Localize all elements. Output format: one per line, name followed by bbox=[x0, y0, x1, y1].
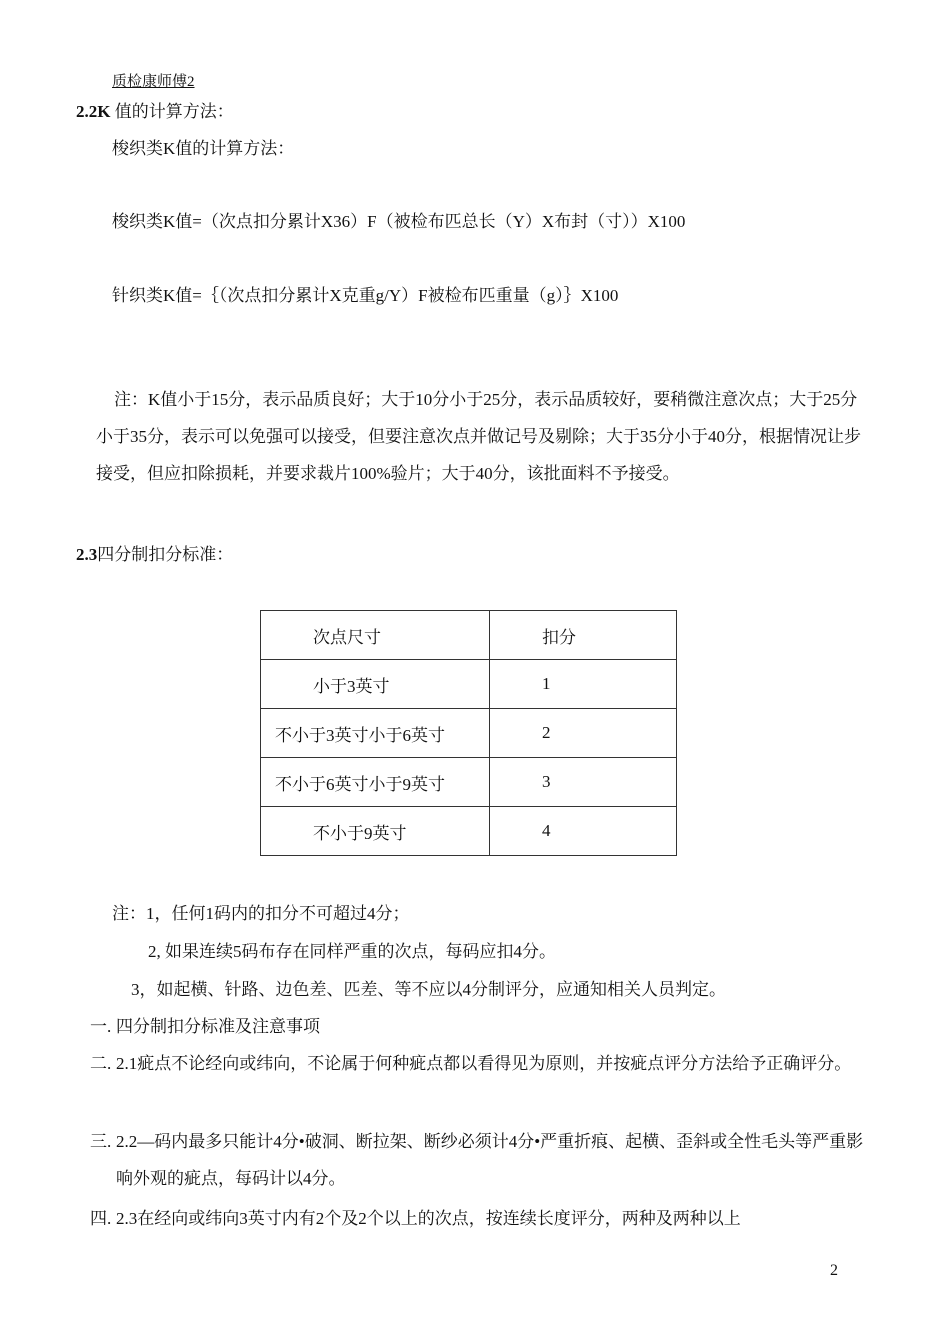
note-3: 3，如起横、针路、边色差、匹差、等不应以4分制评分，应通知相关人员判定。 bbox=[131, 980, 726, 999]
list-number: 二. bbox=[90, 1054, 112, 1073]
table-row bbox=[261, 660, 677, 709]
table-cell: 小于3英寸 bbox=[261, 660, 490, 709]
list-number: 一. bbox=[90, 1017, 112, 1036]
table-cell: 3 bbox=[490, 758, 677, 807]
formula-knit: 针织类K值=｛（次点扣分累计X克重g/Y）F被检布匹重量（g）｝X100 bbox=[112, 286, 619, 305]
list-item bbox=[90, 1200, 870, 1237]
section-title: 值的计算方法： bbox=[110, 102, 234, 121]
section-title: 四分制扣分标准： bbox=[97, 545, 234, 564]
formula-shuttle: 梭织类K值=（次点扣分累计X36）F（被检布匹总长（Y）X布封（寸））X100 bbox=[112, 212, 686, 231]
table-cell: 2 bbox=[490, 709, 677, 758]
table-cell: 1 bbox=[490, 660, 677, 709]
list-number: 四. bbox=[90, 1209, 112, 1228]
list-item bbox=[90, 1008, 870, 1045]
header-cell-points: 扣分 bbox=[490, 611, 677, 660]
table-header-row bbox=[261, 611, 677, 660]
shuttle-method-line: 梭织类K值的计算方法： bbox=[112, 139, 295, 158]
page-header: 质检康师傅2 bbox=[112, 74, 195, 90]
table-cell: 不小于6英寸小于9英寸 bbox=[261, 758, 490, 807]
section-number: 2.3 bbox=[76, 545, 98, 564]
table-row bbox=[261, 758, 677, 807]
four-point-table bbox=[260, 610, 677, 856]
note-2: 2, 如果连续5码布存在同样严重的次点，每码应扣4分。 bbox=[148, 942, 556, 961]
table-cell: 不小于3英寸小于6英寸 bbox=[261, 709, 490, 758]
note-1: 注：1，任何1码内的扣分不可超过4分； bbox=[112, 904, 410, 923]
section-2-2-heading bbox=[76, 97, 234, 122]
list-number: 三. bbox=[90, 1132, 112, 1151]
table-cell: 不小于9英寸 bbox=[261, 807, 490, 856]
table-row bbox=[261, 807, 677, 856]
header-cell-size: 次点尺寸 bbox=[261, 611, 490, 660]
list-text: 2.3在经向或纬向3英寸内有2个及2个以上的次点，按连续长度评分，两种及两种以上 bbox=[116, 1209, 741, 1228]
list-text: 四分制扣分标准及注意事项 bbox=[116, 1017, 320, 1036]
list-item bbox=[90, 1045, 870, 1082]
section-number: 2.2K bbox=[76, 102, 111, 121]
section-2-3-heading bbox=[76, 540, 233, 565]
page-number: 2 bbox=[830, 1262, 838, 1279]
list-text: 2.1疵点不论经向或纬向，不论属于何种疵点都以看得见为原则，并按疵点评分方法给予正确评分。 bbox=[116, 1054, 852, 1073]
table-row bbox=[261, 709, 677, 758]
table-cell: 4 bbox=[490, 807, 677, 856]
list-item bbox=[90, 1123, 870, 1197]
note-k-value: 注：K值小于15分，表示品质良好；大于10分小于25分，表示品质较好，要稍微注意次点；大于25分小于35分，表示可以免强可以接受，但要注意次点并做记号及剔除；大于35分小于40分，根据情况让步接受，但应扣除损耗，并要求裁片100%验片；大于40分，该批面料不予接受。 bbox=[96, 390, 861, 483]
list-text: 2.2—码内最多只能计4分•破洞、断拉架、断纱必须计4分•严重折痕、起横、歪斜或全性毛头等严重影响外观的疵点，每码计以4分。 bbox=[116, 1132, 864, 1188]
